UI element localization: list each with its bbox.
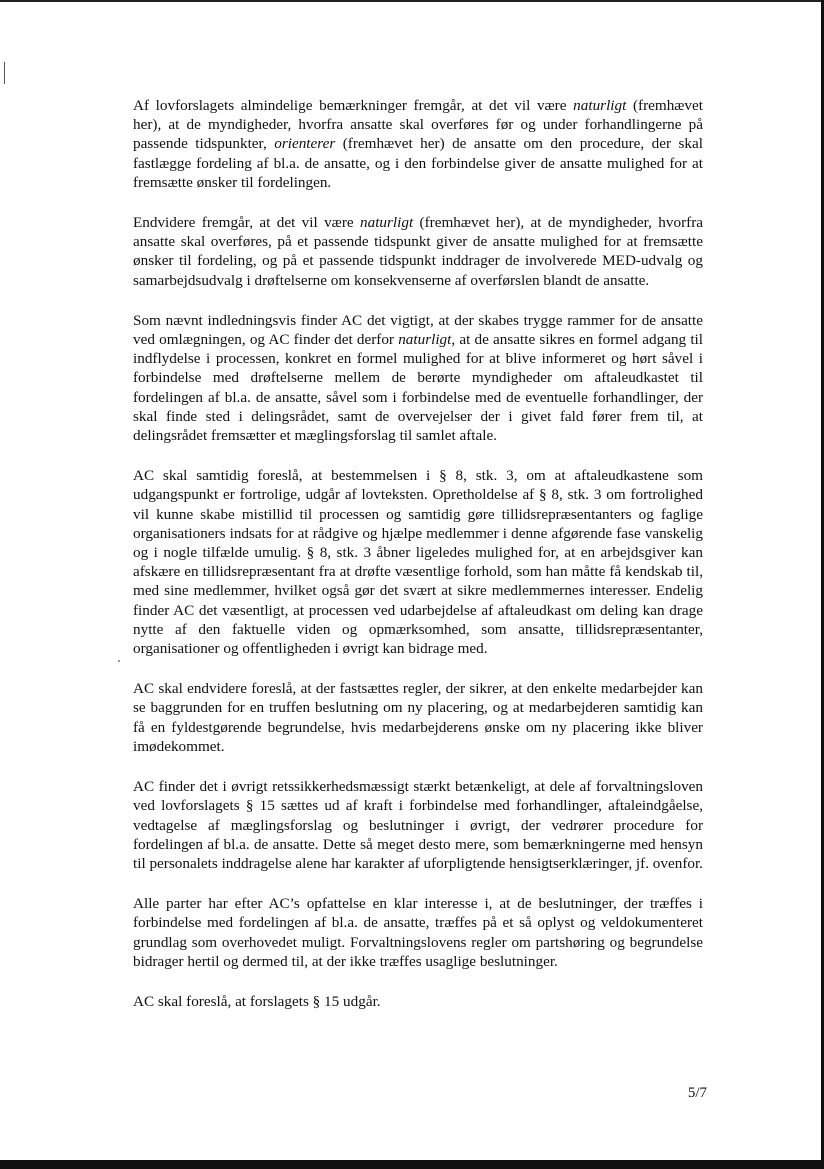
paragraph [133, 679, 703, 756]
paragraph-text: Af lovforslagets almindelige bemærkninger fremgår, at det vil være [133, 97, 574, 114]
paragraph [133, 96, 703, 192]
paragraph [133, 992, 703, 1011]
paragraph-emphasis: naturligt [398, 331, 452, 349]
paragraph-emphasis: naturligt [360, 214, 414, 232]
paragraph-text: (fremhævet her) de ansatte om den procedure, der skal fastlægge fordeling af bl.a. de ansatte, og i den forbindelse giver de ansatte mulighed for at fremsætte ønsker til fordelingen. [133, 135, 703, 191]
paragraph [133, 894, 703, 971]
paragraph-text: (fremhævet her), at de myndigheder, hvorfra ansatte skal overføres, på et passende tidspunkt giver de ansatte mulighed for at fremsætte ønsker til fordeling, og på et passende tidspunkt inddrager de involverede MED-udvalg og samarbejdsudvalg i drøftelserne om konsekvenserne af overførslen blandt de ansatte. [133, 214, 703, 289]
paragraph-text: Endvidere fremgår, at det vil være [133, 214, 360, 232]
paragraph-emphasis: naturligt [573, 97, 627, 114]
paragraph-text: AC skal foreslå, at forslagets § 15 udgår. [133, 992, 381, 1010]
paragraph [133, 311, 703, 445]
page-number: 5/7 [687, 1085, 707, 1101]
paragraph [133, 777, 703, 873]
scan-border-top [0, 0, 824, 2]
paragraph-text: AC finder det i øvrigt retssikkerhedsmæssigt stærkt betænkeligt, at dele af forvaltningsloven ved lovforslagets § 15 sættes ud af kraft i forbindelse med forhandlinger, aftaleindgåelse, vedtagelse af mæglingsforslag og beslutninger i øvrigt, der vedrører procedure for fordelingen af bl.a. de ansatte. Dette så meget desto mere, som bemærkningerne med hensyn til personalets inddragelse alene har karakter af uforpligtende hensigtserklæringer, jf. ovenfor. [133, 778, 703, 872]
paragraph-emphasis: orienterer [274, 135, 336, 153]
document-body [133, 96, 703, 1032]
scan-speck [118, 660, 120, 662]
paragraph-text: Alle parter har efter AC’s opfattelse en klar interesse i, at de beslutninger, der træffes i forbindelse med fordelingen af bl.a. de ansatte, træffes på et så oplyst og veldokumenteret grundlag som overhovedet muligt. Forvaltningslovens regler om partshøring og begrundelse bidrager hertil og dermed til, at der ikke træffes usaglige beslutninger. [133, 895, 703, 970]
paragraph-text: , at de ansatte sikres en formel adgang til indflydelse i processen, konkret en formel mulighed for at blive informeret og hørt såvel i forbindelse med drøftelserne mellem de berørte myndigheder om aftaleudkastet til fordelingen af bl.a. de ansatte, såvel som i forbindelse med de eventuelle forhandlinger, der skal finde sted i delingsrådet, samt de overvejelser der i givet fald fører frem til, at delingsrådet fremsætter et mæglingsforslag til samlet aftale. [133, 331, 703, 445]
paragraph-text: (fremhævet her), at de myndigheder, hvorfra ansatte skal overføres før og under forhandlingerne på passende tidspunkter, [133, 97, 703, 153]
paragraph-text: Som nævnt indledningsvis finder AC det vigtigt, at der skabes trygge rammer for de ansatte ved omlægningen, og AC finder det derfor [133, 311, 703, 349]
scan-mark [4, 62, 5, 84]
scan-border-bottom [0, 1160, 824, 1169]
paragraph-text: AC skal samtidig foreslå, at bestemmelsen i § 8, stk. 3, om at aftaleudkastene som udgangspunkt er fortrolige, udgår af lovteksten. Opretholdelse af § 8, stk. 3 om fortrolighed vil kunne skabe mistillid til processen og samtidig gøre tillidsrepræsentanters og faglige organisationers indsats for at rådgive og hjælpe medlemmer i denne afgørende fase vanskelig og i nogle tilfælde umulig. § 8, stk. 3 åbner ligeledes mulighed for, at en arbejdsgiver kan afskære en tillidsrepræsentant fra at drøfte væsentlige forhold, som han måtte få kendskab til, med sine medlemmer, hvilket også gør det svært at sikre medlemmernes interesser. Endelig finder AC det væsentligt, at processen ved udarbejdelse af aftaleudkast om deling kan drage nytte af den faktuelle viden og opmærksomhed, som ansatte, tillidsrepræsentanter, organisationer og offentligheden i øvrigt kan bidrage med. [133, 467, 703, 658]
paragraph [133, 466, 703, 658]
paragraph [133, 213, 703, 290]
paragraph-text: AC skal endvidere foreslå, at der fastsættes regler, der sikrer, at den enkelte medarbejder kan se baggrunden for en truffen beslutning om ny placering, og at medarbejderen samtidig kan få en fyldestgørende begrundelse, hvis medarbejderens ønske om ny placering ikke bliver imødekommet. [133, 680, 703, 755]
